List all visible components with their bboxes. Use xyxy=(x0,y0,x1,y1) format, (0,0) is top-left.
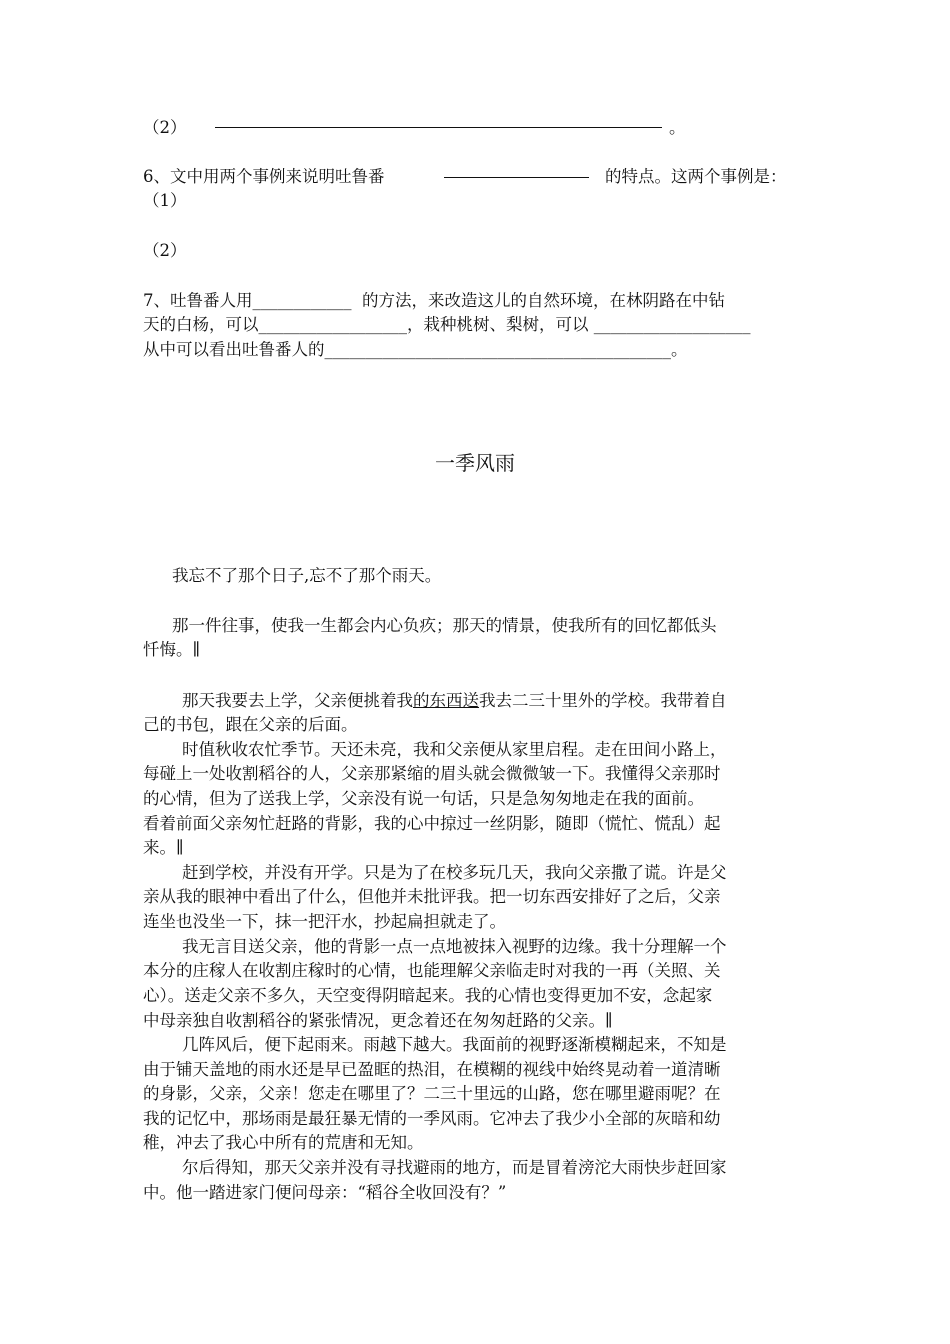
essay-paragraph-6-line-4: 中母亲独自收割稻谷的紧张情况，更念着还在匆匆赶路的父亲。∥ xyxy=(143,1011,613,1030)
essay-paragraph-8-line-2: 中。他一踏进家门便问母亲：“稻谷全收回没有？” xyxy=(143,1183,507,1202)
q5-item2-label: （2） xyxy=(143,118,187,137)
essay-paragraph-2-line-1: 那一件往事，使我一生都会内心负疚；那天的情景，使我所有的回忆都低头 xyxy=(172,616,717,635)
essay-paragraph-6-line-1: 我无言目送父亲，他的背影一点一点地被抹入视野的边缘。我十分理解一个 xyxy=(182,937,727,956)
essay-paragraph-7-line-4: 我的记忆中，那场雨是最狂暴无情的一季风雨。它冲去了我少小全部的灰暗和幼 xyxy=(143,1109,721,1128)
q6-answer-line xyxy=(444,177,589,178)
essay-paragraph-3-line-1: 那天我要去上学，父亲便挑着我的东西送我去二三十里外的学校。我带着自 xyxy=(182,691,727,710)
essay-paragraph-2-line-2: 忏悔。∥ xyxy=(143,640,201,659)
essay-paragraph-5-line-2: 亲从我的眼神中看出了什么，但他并未批评我。把一切东西安排好了之后，父亲 xyxy=(143,887,721,906)
essay-paragraph-4-line-5: 来。∥ xyxy=(143,838,184,857)
essay-paragraph-5-line-3: 连坐也没坐一下，抹一把汗水，抄起扁担就走了。 xyxy=(143,912,506,931)
q5-item2-answer-line xyxy=(215,127,662,128)
essay-paragraph-7-line-1: 几阵风后，便下起雨来。雨越下越大。我面前的视野逐渐模糊起来，不知是 xyxy=(182,1035,727,1054)
essay-paragraph-1: 我忘不了那个日子,忘不了那个雨天。 xyxy=(172,566,442,585)
q6-item2-label: （2） xyxy=(143,241,187,260)
essay-paragraph-7-line-5: 稚，冲去了我心中所有的荒唐和无知。 xyxy=(143,1133,424,1152)
essay-paragraph-4-line-4: 看着前面父亲匆忙赶路的背影，我的心中掠过一丝阴影，随即（慌忙、慌乱）起 xyxy=(143,814,721,833)
essay-paragraph-4-line-3: 的心情，但为了送我上学，父亲没有说一句话，只是急匆匆地走在我的面前。 xyxy=(143,789,704,808)
q7-line-2: 天的白杨，可以__________________，栽种桃树、梨树，可以 ___________________ xyxy=(143,315,751,334)
q6-suffix: 的特点。这两个事例是： xyxy=(605,167,787,186)
q7-line-3: 从中可以看出吐鲁番人的__________________________________________。 xyxy=(143,340,688,359)
underlined-phrase: 的东西送 xyxy=(413,691,479,710)
essay-paragraph-4-line-2: 每碰上一处收割稻谷的人，父亲那紧缩的眉头就会微微皱一下。我懂得父亲那时 xyxy=(143,764,721,783)
essay-paragraph-3-line-2: 己的书包，跟在父亲的后面。 xyxy=(143,715,358,734)
essay-paragraph-4-line-1: 时值秋收农忙季节。天还未亮，我和父亲便从家里启程。走在田间小路上， xyxy=(182,740,727,759)
q7-line-1: 7、吐鲁番人用____________ 的方法，来改造这儿的自然环境，在林阴路在中钻 xyxy=(143,291,725,310)
essay-paragraph-5-line-1: 赶到学校，并没有开学。只是为了在校多玩几天，我向父亲撒了谎。许是父 xyxy=(182,863,727,882)
q6-item1-label: （1） xyxy=(143,191,187,210)
essay-title: 一季风雨 xyxy=(435,451,515,475)
essay-paragraph-6-line-2: 本分的庄稼人在收割庄稼时的心情，也能理解父亲临走时对我的一再（关照、关 xyxy=(143,961,721,980)
essay-paragraph-7-line-3: 的身影，父亲，父亲！您走在哪里了？二三十里远的山路，您在哪里避雨呢？在 xyxy=(143,1084,721,1103)
essay-paragraph-6-line-3: 心）。送走父亲不多久，天空变得阴暗起来。我的心情也变得更加不安，念起家 xyxy=(143,986,713,1005)
essay-paragraph-8-line-1: 尔后得知，那天父亲并没有寻找避雨的地方，而是冒着滂沱大雨快步赶回家 xyxy=(182,1158,727,1177)
essay-paragraph-7-line-2: 由于铺天盖地的雨水还是早已盈眶的热泪，在模糊的视线中始终晃动着一道清晰 xyxy=(143,1060,721,1079)
q6-prompt: 6、文中用两个事例来说明吐鲁番 xyxy=(143,167,385,186)
q5-item2-end: 。 xyxy=(669,118,686,137)
